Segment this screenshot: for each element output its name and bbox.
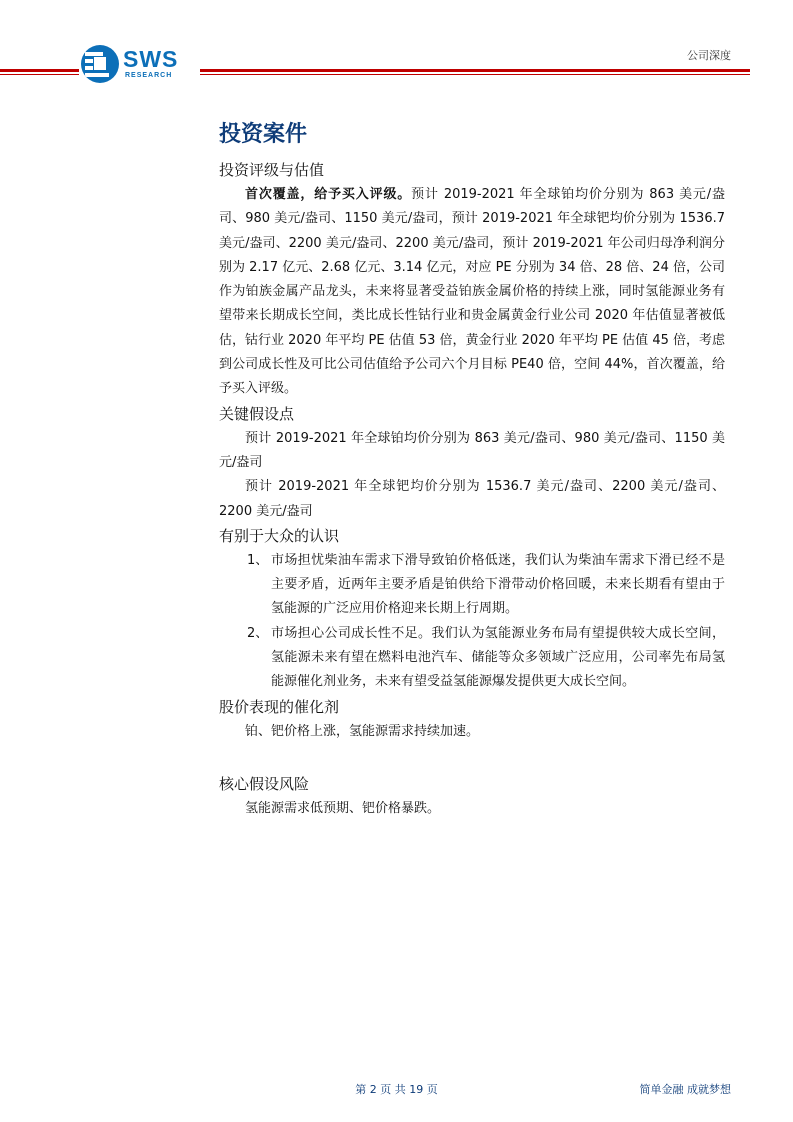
rating-lead: 首次覆盖，给予买入评级。 (245, 187, 412, 202)
page-title: 投资案件 (219, 122, 308, 147)
section-heading: 有别于大众的认识 (219, 526, 340, 545)
list-item (219, 549, 725, 622)
section-heading: 投资评级与估值 (219, 161, 325, 179)
section-heading: 核心假设风险 (219, 774, 310, 793)
rating-paragraph (219, 183, 725, 402)
logo-subtext: RESEARCH (125, 72, 173, 79)
different-view-list (219, 549, 725, 695)
main-content (219, 120, 725, 821)
report-type-tag: 公司深度 (687, 49, 731, 62)
section-risk (219, 772, 725, 821)
assumption-item: 预计 2019-2021 年全球钯均价分别为 1536.7 美元/盎司、2200 美元/盎司、2200 美元/盎司 (219, 479, 725, 519)
list-number: 2、 (247, 625, 269, 641)
sws-logo (81, 45, 186, 85)
page-number: 第 2 页 共 19 页 (355, 1083, 438, 1096)
rating-body: 预计 2019-2021 年全球铂均价分别为 863 美元/盎司、980 美元/盎司、1150 美元/盎司，预计 2019-2021 年全球钯均价分别为 1536.7 美元/盎司、2200 美元/盎司、2200 美元/盎司，预计 2019-2021 年公司归母净利润分别为 2.17 亿元、2.68 亿元、3.14 亿元，对应 PE 分别为 34 倍、28 倍、24 倍，公司作为铂族金属产品龙头，未来将显著受益铂族金属价格的持续上涨，同时氢能源业务有望带来长期成长空间，类比成长性钴行业和贵金属黄金行业公司 2020 年估值显著被低估，钴行业 2020 年平均 PE 估值 53 倍，黄金行业 2020 年平均 PE 估值 45 倍，考虑到公司成长性及可比公司估值给予公司六个月目标 PE40 倍，空间 44%，首次覆盖，给予买入评级。 (219, 187, 725, 397)
header-rule-right (200, 69, 750, 72)
section-different-view (219, 524, 725, 695)
logo-text: SWS (123, 46, 179, 72)
header-rule-right-thin (200, 74, 750, 75)
section-catalyst (219, 695, 725, 744)
section-heading: 关键假设点 (219, 404, 295, 423)
section-rating (219, 158, 725, 402)
list-number: 1、 (247, 552, 269, 568)
list-text: 市场担心公司成长性不足。我们认为氢能源业务布局有望提供较大成长空间，氢能源未来有望在燃料电池汽车、储能等众多领域广泛应用，公司率先布局氢能源催化剂业务，未来有望受益氢能源爆发提供更大成长空间。 (271, 625, 725, 690)
assumption-item: 预计 2019-2021 年全球铂均价分别为 863 美元/盎司、980 美元/盎司、1150 美元/盎司 (219, 430, 725, 470)
footer-slogan: 简单金融 成就梦想 (639, 1083, 731, 1096)
header-rule-left-thin (0, 74, 79, 75)
section-assumptions (219, 402, 725, 524)
risk-text: 氢能源需求低预期、钯价格暴跌。 (245, 800, 441, 816)
list-item (219, 622, 725, 695)
catalyst-text: 铂、钯价格上涨，氢能源需求持续加速。 (245, 723, 480, 739)
logo-globe-icon (81, 45, 119, 83)
header-rule-left (0, 69, 79, 72)
list-text: 市场担忧柴油车需求下滑导致铂价格低迷，我们认为柴油车需求下滑已经不是主要矛盾，近两年主要矛盾是铂供给下滑带动价格回暖，未来长期看有望由于氢能源的广泛应用价格迎来长期上行周期。 (271, 552, 725, 617)
section-heading: 股价表现的催化剂 (219, 697, 340, 716)
